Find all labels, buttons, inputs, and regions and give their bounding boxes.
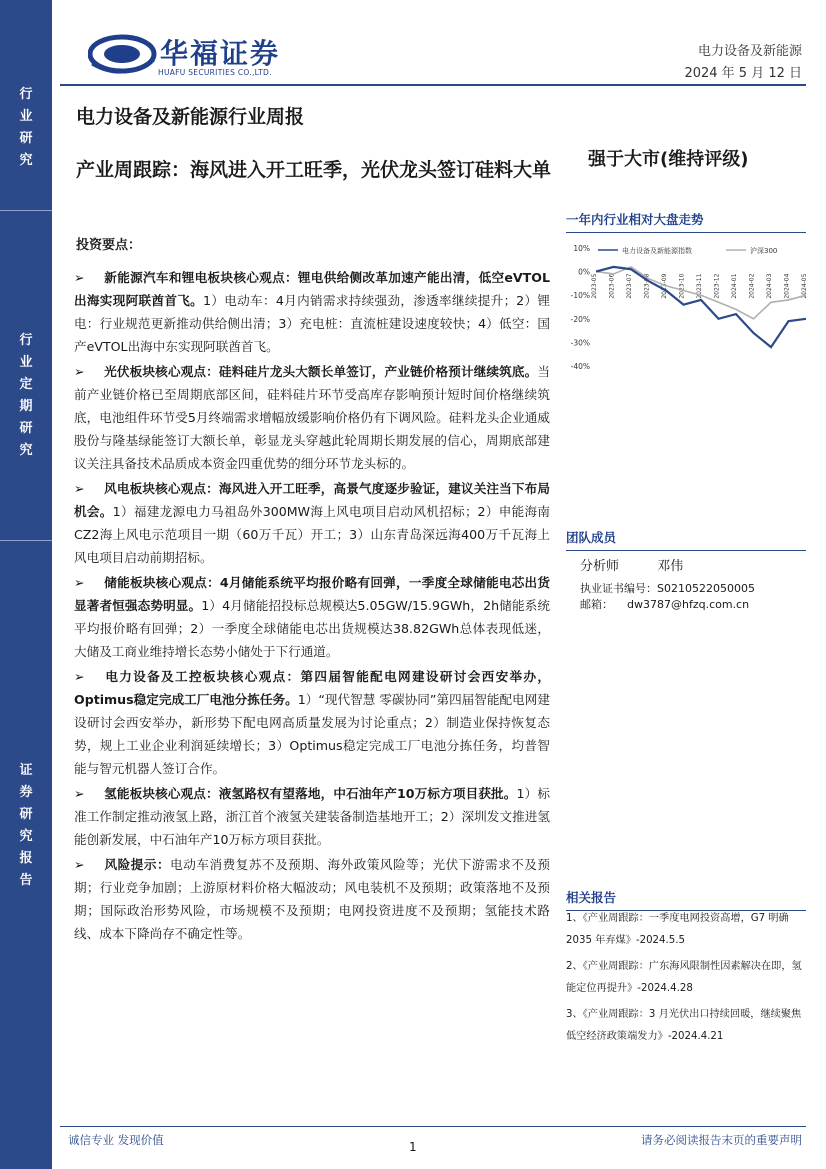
investment-point	[74, 782, 550, 851]
sidebar-label-text: 证 券 研 究 报 告	[19, 763, 33, 888]
logo-name: 华福证券	[160, 37, 281, 70]
point-text	[74, 665, 550, 780]
footer-disclaimer: 请务必阅读报告末页的重要声明	[641, 1133, 802, 1147]
sidebar-divider	[0, 540, 52, 541]
investment-points	[74, 266, 550, 947]
related-report-item[interactable]: 3、《产业周跟踪：3 月光伏出口持续回暖，继续聚焦低空经济政策端发力》-2024.4.21	[566, 1009, 802, 1042]
point-text	[74, 571, 550, 663]
header-category: 电力设备及新能源	[697, 44, 802, 59]
header-date: 2024 年 5 月 12 日	[684, 66, 802, 81]
headline: 产业周跟踪：海风进入开工旺季，光伏龙头签订硅料大单	[76, 159, 552, 181]
footer-slogan: 诚信专业 发现价值	[68, 1133, 164, 1147]
analyst-row	[580, 555, 683, 574]
rating: 强于大市(维持评级)	[588, 149, 749, 170]
email-row	[580, 596, 749, 612]
analyst-label: 分析师	[580, 559, 620, 574]
legend-label: 电力设备及新能源指数	[622, 247, 692, 255]
footer-rule	[60, 1126, 806, 1127]
investment-point	[74, 360, 550, 475]
chart-section-title: 一年内行业相对大盘走势	[566, 210, 806, 233]
y-tick-label: -20%	[570, 314, 590, 324]
point-lead: 储能板块核心观点：4月储能系统平均报价略有回弹，一季度全球储能电芯出货显著者恒强态势明显。	[74, 575, 550, 613]
point-text	[74, 266, 550, 358]
point-lead: 风险提示：	[104, 857, 171, 872]
investment-point	[74, 853, 550, 945]
y-tick-label: 0%	[578, 267, 590, 277]
report-title: 电力设备及新能源行业周报	[76, 106, 305, 128]
investment-point	[74, 571, 550, 663]
x-tick-label: 2024-02	[748, 273, 756, 299]
point-text	[74, 477, 550, 569]
y-tick-label: -10%	[570, 291, 590, 301]
point-text	[74, 853, 550, 945]
arrow-bullet-icon: ➢	[74, 481, 85, 496]
sidebar-divider	[0, 210, 52, 211]
point-lead: 风电板块核心观点：海风进入开工旺季，高景气度逐步验证，建议关注当下布局机会。	[74, 481, 550, 519]
investment-highlights-label: 投资要点：	[76, 238, 142, 253]
sidebar-label-periodic-research	[0, 330, 52, 462]
team-section-title: 团队成员	[566, 528, 806, 551]
point-body: 当前产业链价格已至周期底部区间，硅料硅片环节受高库存影响预计短时间价格继续筑底，电池组件环节受5月终端需求增幅放缓影响价格仍有下调风险。硅料龙头企业通威股份与隆基绿能签订大额长单，彰显龙头穿越此轮周期长期发展的信心，周期底部建议关注具备技术品质成本资金四重优势的细分环节龙头标的。	[74, 364, 550, 471]
point-text	[74, 360, 550, 475]
x-tick-label: 2024-04	[783, 273, 791, 299]
company-logo	[88, 26, 308, 86]
point-body: 1）“现代智慧 零碳协同”第四届智能配电网建设研讨会西安举办，新形势下配电网高质量发展为讨论重点；2）制造业保持恢复态势，规上工业企业利润延续增长；3）Optimus稳定完成工厂电池分拣任务，均普智能与智元机器人签订合作。	[74, 692, 550, 776]
x-tick-label: 2023-12	[713, 273, 721, 299]
page-number: 1	[409, 1140, 417, 1154]
x-tick-label: 2024-05	[801, 273, 808, 299]
analyst-name: 邓伟	[657, 559, 684, 574]
header-rule	[60, 84, 806, 86]
sidebar-label-securities-report	[0, 760, 52, 892]
point-body: 1）电动车：4月内销需求持续强劲，渗透率继续提升；2）锂电：行业规范更新推动供给侧出清；3）充电桩：直流桩建设速度较快；4）低空：国产eVTOL出海中东实现阿联酋首飞。	[74, 293, 550, 354]
email-label: 邮箱：	[580, 598, 613, 611]
investment-point	[74, 266, 550, 358]
logo-emblem-icon	[88, 30, 158, 82]
arrow-bullet-icon: ➢	[74, 364, 85, 379]
investment-point	[74, 665, 550, 780]
related-report-item[interactable]: 2、《产业周跟踪：广东海风限制性因素解决在即，氢能定位再提升》-2024.4.28	[566, 961, 802, 994]
point-body: 1）4月储能招投标总规模达5.05GW/15.9GWh，2h储能系统平均报价略有回弹；2）一季度全球储能电芯出货规模达38.82GWh总体表现低迷，大储及工商业维持增长态势小储处于下行通道。	[74, 598, 551, 659]
arrow-bullet-icon: ➢	[74, 857, 85, 872]
point-lead: 电力设备及工控板块核心观点：第四届智能配电网建设研讨会西安举办，Optimus稳定完成工厂电池分拣任务。	[74, 669, 550, 707]
y-tick-label: -30%	[570, 338, 590, 348]
legend-label: 沪深300	[750, 247, 778, 255]
relative-performance-chart	[566, 238, 810, 378]
email-link[interactable]: dw3787@hfzq.com.cn	[627, 598, 750, 611]
y-tick-label: -40%	[570, 362, 590, 371]
cert-label: 执业证书编号：	[580, 582, 657, 595]
x-tick-label: 2023-08	[643, 273, 651, 299]
arrow-bullet-icon: ➢	[74, 575, 85, 590]
point-lead: 新能源汽车和锂电板块核心观点：锂电供给侧改革加速产能出清，低空eVTOL出海实现阿联酋首飞。	[74, 270, 550, 308]
related-section-title: 相关报告	[566, 888, 806, 911]
x-tick-label: 2023-07	[626, 273, 633, 299]
sidebar-label-industry-research	[0, 84, 52, 172]
point-lead: 光伏板块核心观点：硅料硅片龙头大额长单签订，产业链价格预计继续筑底。	[104, 364, 538, 379]
logo-english-name: HUAFU SECURITIES CO.,LTD.	[158, 68, 272, 77]
x-tick-label: 2023-09	[661, 273, 668, 299]
point-body: 电动车消费复苏不及预期、海外政策风险等；光伏下游需求不及预期；行业竞争加剧；上游原材料价格大幅波动；风电装机不及预期；政策落地不及预期；国际政治形势风险，市场规模不及预期；电网投资进度不及预期；氢能技术路线、成本下降尚存不确定性等。	[74, 857, 551, 941]
x-tick-label: 2024-03	[766, 273, 773, 299]
cert-row	[580, 580, 755, 596]
x-tick-label: 2023-10	[678, 273, 686, 299]
arrow-bullet-icon: ➢	[74, 786, 85, 801]
x-tick-label: 2023-06	[608, 273, 616, 299]
related-report-item[interactable]: 1、《产业周跟踪：一季度电网投资高增，G7 明确 2035 年弃煤》-2024.5.5	[566, 913, 789, 946]
investment-point	[74, 477, 550, 569]
point-body: 1）福建龙源电力马祖岛外300MW海上风电项目启动风机招标；2）申能海南CZ2海上风电示范项目一期（60万千瓦）开工；3）山东青岛深远海400万千瓦海上风电项目启动前期招标。	[74, 504, 550, 565]
left-sidebar	[0, 0, 52, 1169]
cert-number: S0210522050005	[657, 582, 755, 595]
arrow-bullet-icon: ➢	[74, 669, 85, 684]
arrow-bullet-icon: ➢	[74, 270, 85, 285]
point-body: 1）标准工作制定推动液氢上路，浙江首个液氢关建装备制造基地开工；2）深圳发文推进氢能创新发展，中石油年产10万标方项目获批。	[74, 786, 550, 847]
x-tick-label: 2024-01	[731, 273, 738, 299]
point-lead: 氢能板块核心观点：液氢路权有望落地，中石油年产10万标方项目获批。	[104, 786, 517, 801]
point-text	[74, 782, 550, 851]
y-tick-label: 10%	[573, 244, 590, 253]
x-tick-label: 2023-11	[696, 273, 703, 299]
x-tick-label: 2023-05	[591, 273, 598, 299]
related-reports-list	[566, 908, 810, 1052]
sidebar-label-text: 行 业 研 究	[19, 87, 33, 168]
sidebar-label-text: 行 业 定 期 研 究	[19, 333, 33, 458]
